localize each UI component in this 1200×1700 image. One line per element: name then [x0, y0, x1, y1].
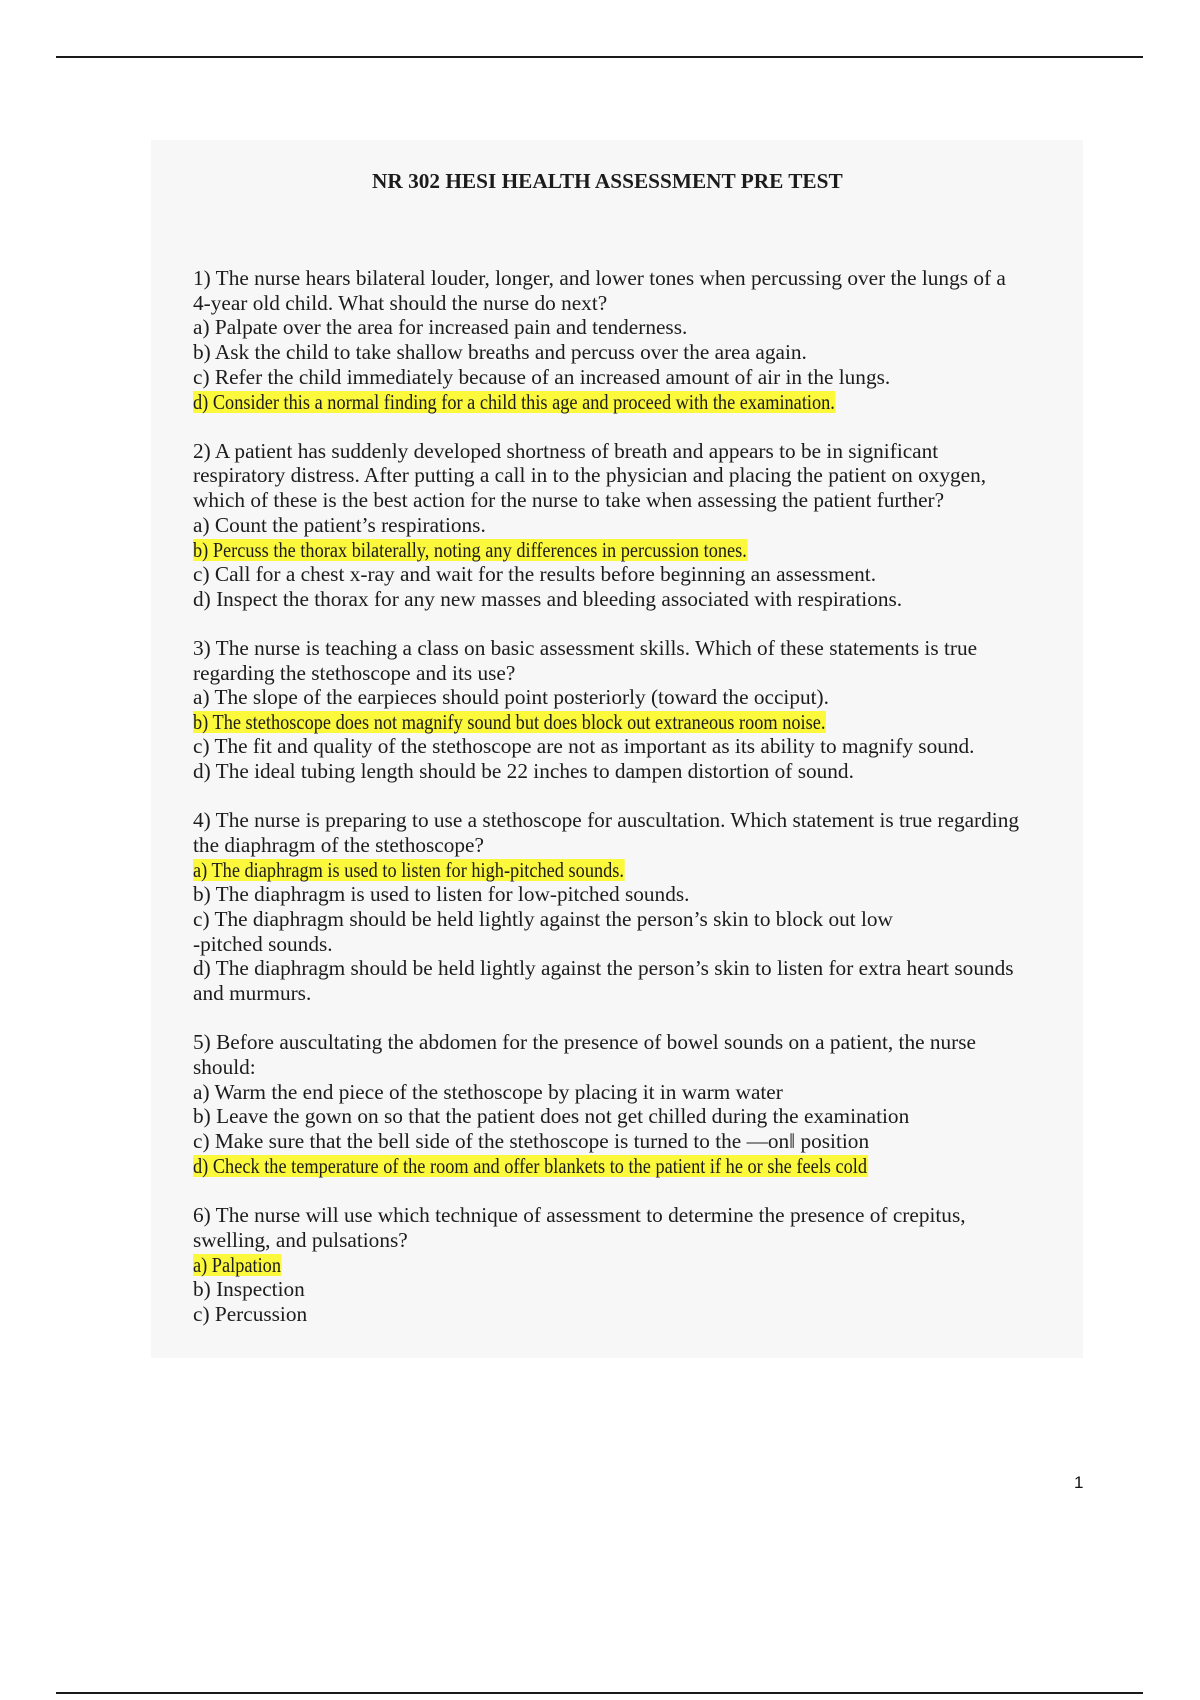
- question-stem-line: which of these is the best action for the nurse to take when assessing the patient further?: [193, 487, 945, 512]
- answer-option-text: a) Palpate over the area for increased pain and tenderness.: [193, 315, 688, 340]
- question-stem-line: respiratory distress. After putting a call in to the physician and placing the patient on oxygen,: [193, 463, 987, 488]
- answer-option-c: [193, 734, 1019, 759]
- bottom-rule: [56, 1692, 1143, 1694]
- answer-option-text: c) Refer the child immediately because of an increased amount of air in the lungs.: [193, 364, 891, 389]
- question-block: [193, 808, 1019, 1005]
- question-stem-line: swelling, and pulsations?: [193, 1227, 408, 1252]
- answer-option-text: d) Consider this a normal finding for a child this age and proceed with the examination.: [193, 389, 835, 414]
- answer-option-a: [193, 858, 1019, 883]
- answer-option-line: [193, 1252, 1019, 1277]
- answer-option-text: a) Palpation: [193, 1252, 282, 1277]
- question-stem-line: 3) The nurse is teaching a class on basic assessment skills. Which of these statements is true: [193, 635, 978, 660]
- answer-option-text: c) The fit and quality of the stethoscope are not as important as its ability to magnify sound.: [193, 734, 975, 759]
- answer-option-line: [193, 365, 1019, 390]
- answer-option-text: a) The slope of the earpieces should point posteriorly (toward the occiput).: [193, 685, 829, 710]
- answer-option-b: [193, 1277, 1019, 1302]
- answer-option-text: a) Warm the end piece of the stethoscope by placing it in warm water: [193, 1079, 783, 1104]
- answer-option-text: c) Make sure that the bell side of the stethoscope is turned to the ―on‖ position: [193, 1128, 870, 1153]
- answer-option-text: b) Inspection: [193, 1276, 305, 1301]
- answer-option-a: [193, 513, 1019, 538]
- answer-option-line: [193, 956, 1019, 981]
- answer-option-line: [193, 759, 1019, 784]
- question-block: [193, 1030, 1019, 1178]
- answer-option-c: [193, 1302, 1019, 1327]
- answer-option-text: a) Count the patient’s respirations.: [193, 512, 486, 537]
- question-stem-line: 4-year old child. What should the nurse do next?: [193, 290, 608, 315]
- question-stem-line: 1) The nurse hears bilateral louder, longer, and lower tones when percussing over the lungs of a: [193, 266, 1006, 290]
- answer-option-text: c) The diaphragm should be held lightly against the person’s skin to block out low: [193, 907, 893, 932]
- top-rule: [56, 56, 1143, 58]
- answer-option-text: d) Inspect the thorax for any new masses and bleeding associated with respirations.: [193, 586, 903, 611]
- answer-option-text: d) The diaphragm should be held lightly against the person’s skin to listen for extra heart sounds: [193, 956, 1014, 981]
- question-stem-line: 2) A patient has suddenly developed shortness of breath and appears to be in significant: [193, 438, 939, 463]
- page-number: 1: [1074, 1473, 1084, 1492]
- answer-option-text: b) Leave the gown on so that the patient does not get chilled during the examination: [193, 1104, 910, 1129]
- answer-option-line: [193, 685, 1019, 710]
- answer-option-d: [193, 587, 1019, 612]
- answer-option-b: [193, 537, 1019, 562]
- answer-option-line: [193, 981, 1019, 1006]
- answer-option-c: [193, 907, 1019, 956]
- answer-option-a: [193, 315, 1019, 340]
- answer-option-text: b) Ask the child to take shallow breaths and percuss over the area again.: [193, 339, 807, 364]
- answer-option-line: [193, 340, 1019, 365]
- answer-option-line: [193, 587, 1019, 612]
- question-stem-line: 5) Before auscultating the abdomen for the presence of bowel sounds on a patient, the nurse: [193, 1030, 977, 1055]
- answer-option-line: [193, 315, 1019, 340]
- answer-option-line: [193, 1277, 1019, 1302]
- answer-option-line: [193, 907, 1019, 932]
- answer-option-line: [193, 1154, 1019, 1179]
- answer-option-line: [193, 710, 1019, 735]
- answer-option-a: [193, 1252, 1019, 1277]
- answer-option-text: b) The diaphragm is used to listen for low-pitched sounds.: [193, 882, 690, 907]
- answer-option-line: [193, 1302, 1019, 1327]
- question-block: [193, 266, 1019, 414]
- answer-option-line: [193, 537, 1019, 562]
- question-stem-line: should:: [193, 1055, 256, 1079]
- answer-option-c: [193, 365, 1019, 390]
- answer-option-b: [193, 710, 1019, 735]
- answer-option-a: [193, 1080, 1019, 1105]
- answer-option-line: [193, 932, 1019, 957]
- answer-option-d: [193, 956, 1019, 1005]
- answer-option-text: d) The ideal tubing length should be 22 inches to dampen distortion of sound.: [193, 759, 854, 784]
- answer-option-text: a) The diaphragm is used to listen for high-pitched sounds.: [193, 858, 625, 883]
- answer-option-line: [193, 1080, 1019, 1105]
- answer-option-line: [193, 562, 1019, 587]
- question-block: [193, 1203, 1019, 1326]
- answer-option-c: [193, 1129, 1019, 1154]
- answer-option-d: [193, 389, 1019, 414]
- answer-option-line: [193, 858, 1019, 883]
- answer-option-line: [193, 1129, 1019, 1154]
- answer-option-text: c) Percussion: [193, 1301, 308, 1326]
- question-stem-line: regarding the stethoscope and its use?: [193, 660, 516, 685]
- question-block: [193, 636, 1019, 784]
- answer-option-text: b) The stethoscope does not magnify sound but does block out extraneous room noise.: [193, 710, 826, 735]
- answer-option-line: [193, 389, 1019, 414]
- answer-option-d: [193, 1154, 1019, 1179]
- answer-option-b: [193, 882, 1019, 907]
- answer-option-b: [193, 340, 1019, 365]
- answer-option-c: [193, 562, 1019, 587]
- question-list: [193, 266, 1019, 1326]
- answer-option-text: -pitched sounds.: [193, 931, 333, 956]
- answer-option-text: c) Call for a chest x-ray and wait for the results before beginning an assessment.: [193, 561, 877, 586]
- answer-option-text: d) Check the temperature of the room and offer blankets to the patient if he or she feels cold: [193, 1154, 868, 1179]
- answer-option-text: and murmurs.: [193, 981, 312, 1006]
- answer-option-line: [193, 513, 1019, 538]
- answer-option-a: [193, 685, 1019, 710]
- question-stem-line: 6) The nurse will use which technique of assessment to determine the presence of crepitus,: [193, 1202, 966, 1227]
- page-title: NR 302 HESI HEALTH ASSESSMENT PRE TEST: [372, 169, 843, 193]
- answer-option-d: [193, 759, 1019, 784]
- question-stem-line: 4) The nurse is preparing to use a stethoscope for auscultation. Which statement is true regarding: [193, 808, 1020, 833]
- question-stem-line: the diaphragm of the stethoscope?: [193, 833, 484, 858]
- answer-option-text: b) Percuss the thorax bilaterally, noting any differences in percussion tones.: [193, 537, 747, 562]
- answer-option-line: [193, 1104, 1019, 1129]
- answer-option-b: [193, 1104, 1019, 1129]
- question-block: [193, 439, 1019, 612]
- answer-option-line: [193, 882, 1019, 907]
- answer-option-line: [193, 734, 1019, 759]
